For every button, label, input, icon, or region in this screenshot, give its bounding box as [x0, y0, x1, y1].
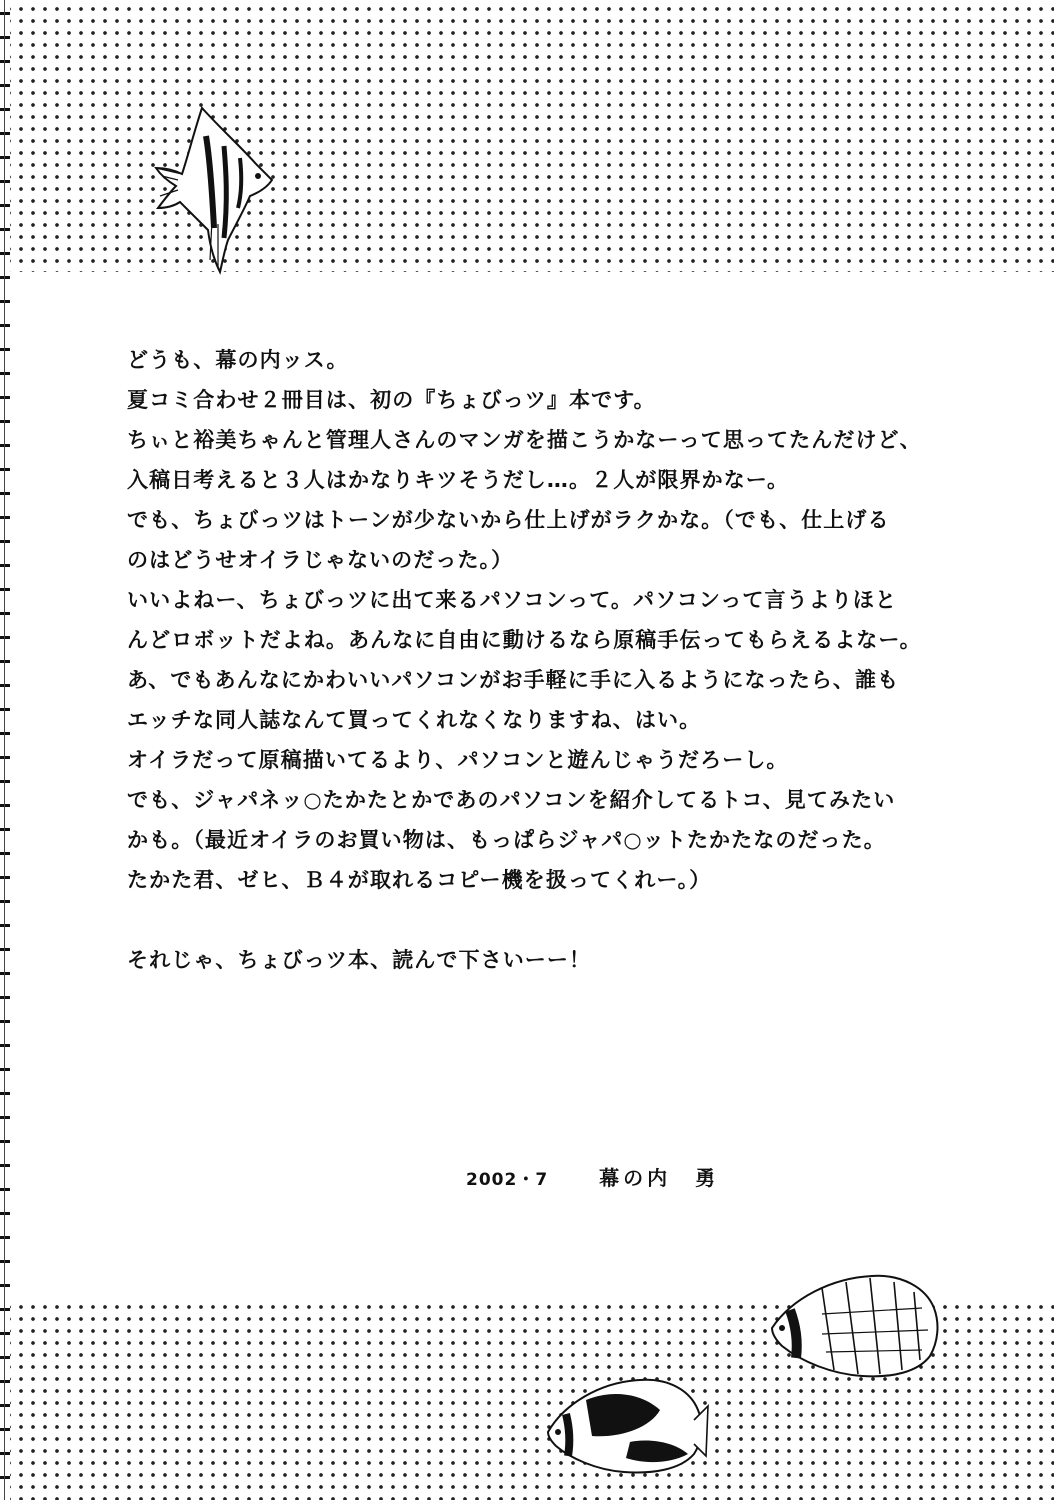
letter-line: たかた君、ゼヒ、Ｂ４が取れるコピー機を扱ってくれー。） [127, 868, 712, 892]
signature-author: 幕の内 勇 [599, 1166, 720, 1190]
letter-line: 夏コミ合わせ２冊目は、初の『ちょびっツ』本です。 [127, 388, 656, 412]
angelfish-illustration [152, 100, 276, 276]
paragraph-gap [127, 900, 967, 940]
signature-date: 2002・7 [466, 1170, 549, 1190]
letter-line: オイラだって原稿描いてるより、パソコンと遊んじゃうだろーし。 [127, 748, 789, 772]
letter-line: エッチな同人誌なんて買ってくれなくなりますね、はい。 [127, 708, 702, 732]
letter-line: ちぃと裕美ちゃんと管理人さんのマンガを描こうかなーって思ってたんだけど、 [127, 428, 922, 452]
letter-body [127, 340, 967, 980]
letter-closing: それじゃ、ちょびっツ本、読んで下さいーー！ [127, 948, 592, 972]
letter-line: 入稿日考えると３人はかなりキツそうだし…。２人が限界かなー。 [127, 468, 790, 492]
letter-line: のはどうせオイラじゃないのだった。） [127, 548, 514, 572]
letter-line: でも、ジャパネッ○たかたとかであのパソコンを紹介してるトコ、見てみたい [127, 788, 896, 812]
letter-line: いいよねー、ちょびっツに出て来るパソコンって。パソコンって言うよりほと [127, 588, 898, 612]
letter-line: あ、でもあんなにかわいいパソコンがお手軽に手に入るようになったら、誰も [127, 668, 900, 692]
letter-line: でも、ちょびっツはトーンが少ないから仕上げがラクかな。（でも、仕上げる [127, 508, 890, 532]
signature [466, 1162, 719, 1191]
letter-line: んどロボットだよね。あんなに自由に動けるなら原稿手伝ってもらえるよなー。 [127, 628, 922, 652]
letter-line: かも。（最近オイラのお買い物は、もっぱらジャパ○ットたかたなのだった。 [127, 828, 886, 852]
binding-edge [0, 0, 10, 1500]
butterflyfish-illustration-left [540, 1360, 710, 1478]
letter-line: どうも、幕の内ッス。 [127, 348, 349, 372]
butterflyfish-illustration-right [762, 1258, 942, 1382]
